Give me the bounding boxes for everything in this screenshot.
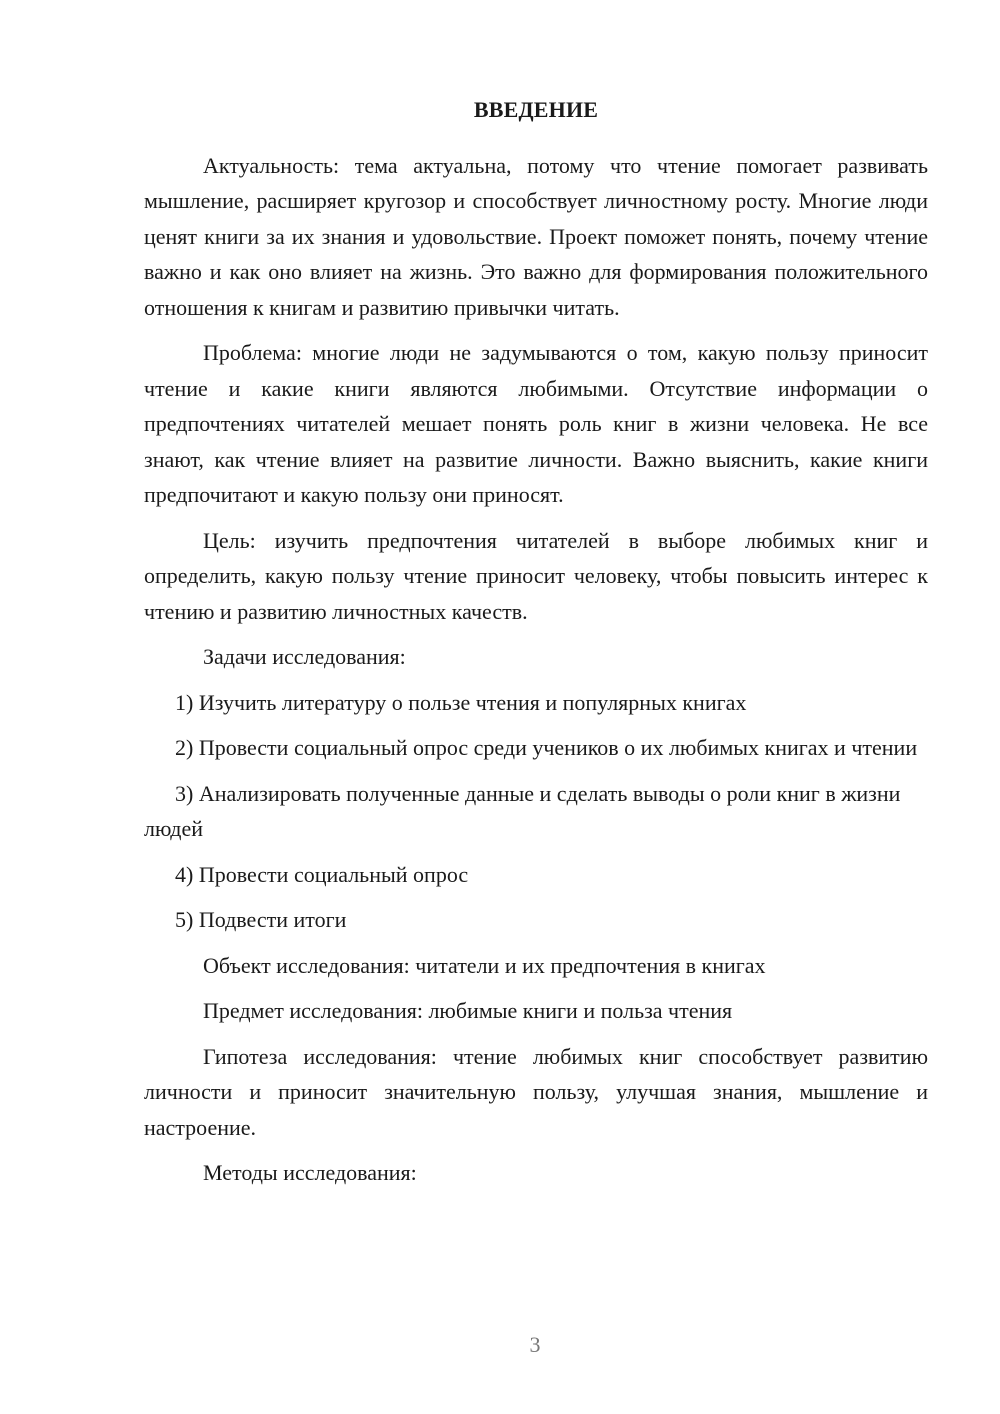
task-item-3: 3) Анализировать полученные данные и сделать выводы о роли книг в жизни людей — [144, 780, 901, 841]
research-hypothesis: Гипотеза исследования: чтение любимых книг способствует развитию личности и приносит значительную пользу, улучшая знания, мышление и настроение. — [144, 1043, 928, 1140]
relevance-paragraph: Актуальность: тема актуальна, потому что чтение помогает развивать мышление, расширяет кругозор и способствует личностному росту. Многие люди ценят книги за их знания и удовольствие. Проект поможет понять, почему чтение важно и как оно влияет на жизнь. Это важно для формирования положительного отношения к книгам и развитию привычки читать. — [144, 152, 928, 320]
task-item-1: 1) Изучить литературу о пользе чтения и популярных книгах — [175, 689, 747, 715]
tasks-heading: Задачи исследования: — [203, 644, 406, 669]
research-subject: Предмет исследования: любимые книги и польза чтения — [203, 998, 733, 1023]
task-item-4: 4) Провести социальный опрос — [175, 861, 469, 887]
task-item-2: 2) Провести социальный опрос среди учеников о их любимых книгах и чтении — [175, 735, 918, 760]
page-number: 3 — [529, 1332, 541, 1357]
methods-heading: Методы исследования: — [203, 1160, 417, 1185]
goal-paragraph: Цель: изучить предпочтения читателей в выборе любимых книг и определить, какую пользу чтение приносит человеку, чтобы повысить интерес к чтению и развитию личностных качеств. — [144, 527, 928, 624]
problem-paragraph: Проблема: многие люди не задумываются о том, какую пользу приносит чтение и какие книги являются любимыми. Отсутствие информации о предпочтениях читателей мешает понять роль книг в жизни человека. Не все знают, как чтение влияет на развитие личности. Важно выяснить, какие книги предпочитают и какую пользу они приносят. — [144, 340, 928, 507]
page-title: ВВЕДЕНИЕ — [473, 97, 599, 122]
research-object: Объект исследования: читатели и их предпочтения в книгах — [203, 952, 766, 978]
document-page — [144, 92, 928, 1201]
task-item-5: 5) Подвести итоги — [175, 907, 347, 932]
